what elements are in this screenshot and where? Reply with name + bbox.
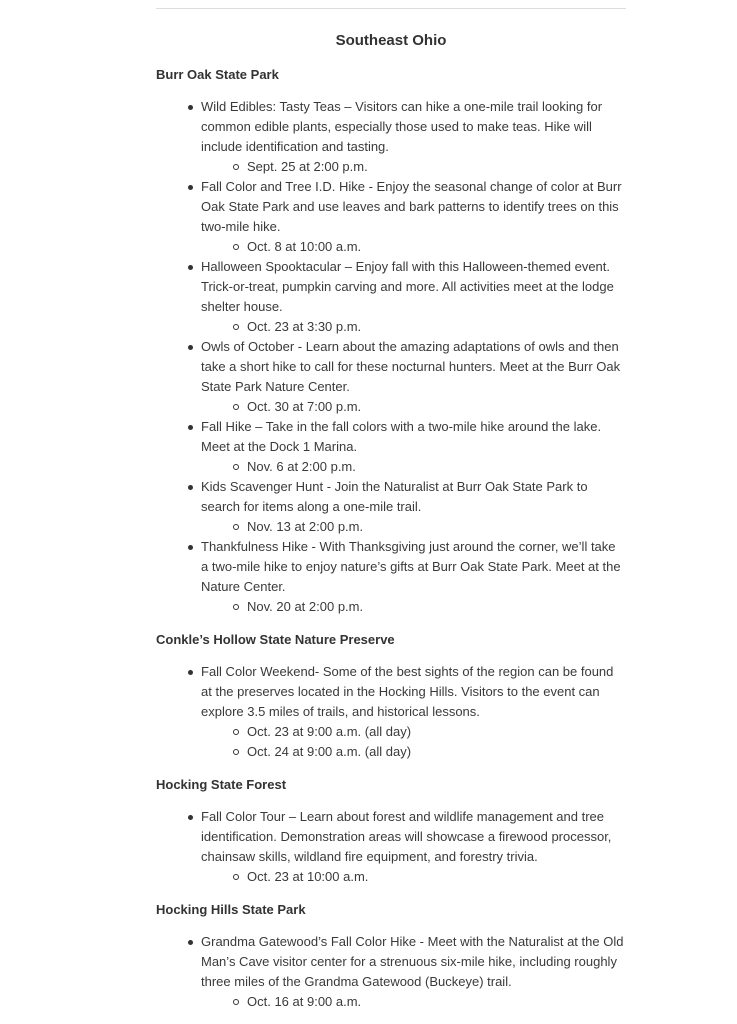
park-section <box>156 775 626 887</box>
event-date-list <box>201 867 626 887</box>
bullet-circle-icon <box>233 244 239 250</box>
event-description: Fall Hike – Take in the fall colors with a two-mile hike around the lake. Meet at the Dock 1 Marina. <box>201 419 602 454</box>
event-date <box>156 457 626 477</box>
bullet-circle-icon <box>233 524 239 530</box>
bullet-disc-icon <box>188 185 193 190</box>
bullet-circle-icon <box>233 164 239 170</box>
bullet-circle-icon <box>233 729 239 735</box>
bullet-circle-icon <box>233 874 239 880</box>
article-content <box>156 0 626 1012</box>
event-date-text: Oct. 16 at 9:00 a.m. <box>247 994 362 1009</box>
event-item <box>156 932 626 1012</box>
event-item <box>156 257 626 337</box>
park-section <box>156 630 626 762</box>
event-item <box>156 97 626 177</box>
event-date-list <box>201 157 626 177</box>
event-description: Kids Scavenger Hunt - Join the Naturalist at Burr Oak State Park to search for items along a one-mile trail. <box>201 479 588 514</box>
event-date-text: Oct. 30 at 7:00 p.m. <box>247 399 362 414</box>
park-title: Conkle’s Hollow State Nature Preserve <box>156 632 395 647</box>
park-section <box>156 900 626 1012</box>
event-date <box>156 992 626 1012</box>
bullet-disc-icon <box>188 265 193 270</box>
top-divider <box>156 8 626 9</box>
event-date <box>156 157 626 177</box>
bullet-circle-icon <box>233 999 239 1005</box>
event-date <box>156 867 626 887</box>
parks-list <box>156 65 626 1012</box>
bullet-circle-icon <box>233 749 239 755</box>
event-description: Fall Color Weekend- Some of the best sights of the region can be found at the preserves located in the Hocking Hills. Visitors to the event can explore 3.5 miles of trails, and historical lessons. <box>201 664 614 719</box>
event-description: Wild Edibles: Tasty Teas – Visitors can hike a one-mile trail looking for common edible plants, especially those used to make teas. Hike will include identification and tasting. <box>201 99 603 154</box>
event-list <box>156 807 626 887</box>
event-date <box>156 517 626 537</box>
bullet-disc-icon <box>188 105 193 110</box>
bullet-disc-icon <box>188 425 193 430</box>
event-list <box>156 97 626 617</box>
event-date-text: Oct. 23 at 9:00 a.m. (all day) <box>247 724 412 739</box>
bullet-disc-icon <box>188 670 193 675</box>
event-date-text: Sept. 25 at 2:00 p.m. <box>247 159 368 174</box>
event-item <box>156 477 626 537</box>
park-section <box>156 65 626 617</box>
event-date-text: Nov. 20 at 2:00 p.m. <box>247 599 364 614</box>
event-date <box>156 722 626 742</box>
park-title: Burr Oak State Park <box>156 67 279 82</box>
event-item <box>156 662 626 762</box>
event-date-list <box>201 457 626 477</box>
event-description: Halloween Spooktacular – Enjoy fall with this Halloween-themed event. Trick-or-treat, pumpkin carving and more. All activities meet at the lodge shelter house. <box>201 259 614 314</box>
event-item <box>156 337 626 417</box>
bullet-circle-icon <box>233 404 239 410</box>
event-date-list <box>201 237 626 257</box>
park-title: Hocking Hills State Park <box>156 902 306 917</box>
bullet-circle-icon <box>233 324 239 330</box>
event-item <box>156 177 626 257</box>
event-date-text: Nov. 6 at 2:00 p.m. <box>247 459 356 474</box>
event-date <box>156 597 626 617</box>
event-date-list <box>201 317 626 337</box>
event-item <box>156 807 626 887</box>
event-description: Thankfulness Hike - With Thanksgiving just around the corner, we’ll take a two-mile hike to enjoy nature’s gifts at Burr Oak State Park. Meet at the Nature Center. <box>201 539 621 594</box>
event-date-text: Oct. 24 at 9:00 a.m. (all day) <box>247 744 412 759</box>
event-description: Fall Color Tour – Learn about forest and wildlife management and tree identification. Demonstration areas will showcase a firewood processor, chainsaw skills, wildland fire equipment, and forestry trivia. <box>201 809 612 864</box>
event-item <box>156 537 626 617</box>
event-description: Owls of October - Learn about the amazing adaptations of owls and then take a short hike to call for these nocturnal hunters. Meet at the Burr Oak State Park Nature Center. <box>201 339 621 394</box>
event-date <box>156 317 626 337</box>
event-date <box>156 742 626 762</box>
bullet-disc-icon <box>188 815 193 820</box>
event-date-text: Oct. 23 at 3:30 p.m. <box>247 319 362 334</box>
bullet-disc-icon <box>188 545 193 550</box>
bullet-circle-icon <box>233 464 239 470</box>
event-list <box>156 662 626 762</box>
event-date-list <box>201 397 626 417</box>
event-description: Grandma Gatewood’s Fall Color Hike - Meet with the Naturalist at the Old Man’s Cave visitor center for a strenuous six-mile hike, including roughly three miles of the Grandma Gatewood (Buckeye) trail. <box>201 934 624 989</box>
event-date-text: Oct. 8 at 10:00 a.m. <box>247 239 362 254</box>
bullet-disc-icon <box>188 940 193 945</box>
bullet-disc-icon <box>188 345 193 350</box>
event-date-list <box>201 992 626 1012</box>
event-list <box>156 932 626 1012</box>
event-date-text: Oct. 23 at 10:00 a.m. <box>247 869 369 884</box>
bullet-disc-icon <box>188 485 193 490</box>
event-date-list <box>201 597 626 617</box>
bullet-circle-icon <box>233 604 239 610</box>
event-date-list <box>201 517 626 537</box>
park-title: Hocking State Forest <box>156 777 287 792</box>
event-description: Fall Color and Tree I.D. Hike - Enjoy the seasonal change of color at Burr Oak State Park and use leaves and bark patterns to identify trees on this two-mile hike. <box>201 179 622 234</box>
event-item <box>156 417 626 477</box>
event-date <box>156 237 626 257</box>
event-date-text: Nov. 13 at 2:00 p.m. <box>247 519 364 534</box>
event-date-list <box>201 722 626 762</box>
event-date <box>156 397 626 417</box>
region-title: Southeast Ohio <box>335 32 447 49</box>
